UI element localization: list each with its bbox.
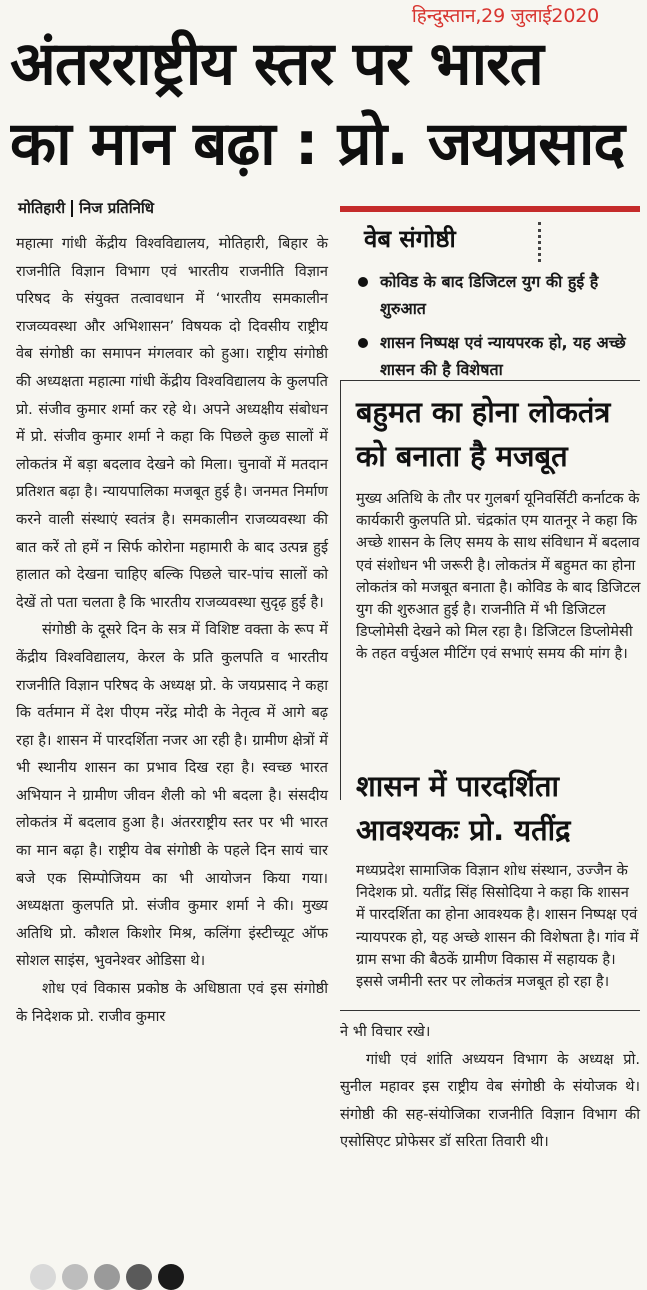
footer-dot [30, 1264, 56, 1290]
paragraph-1: महात्मा गांधी केंद्रीय विश्वविद्यालय, मोतिहारी, बिहार के राजनीति विज्ञान विभाग एवं भारतीय राजनीति विज्ञान परिषद के संयुक्त तत्वावधान में ‘भारतीय समकालीन राजव्यवस्था और अभिशासन’ विषयक दो दिवसीय राष्ट्रीय वेब संगोष्ठी का समापन मंगलवार को हुआ। राष्ट्रीय संगोष्ठी की अध्यक्षता महात्मा गांधी केंद्रीय विश्वविद्यालय के कुलपति प्रो. संजीव कुमार शर्मा कर रहे थे। अपने अध्यक्षीय संबोधन में प्रो. संजीव कुमार शर्मा ने कहा कि पिछले कुछ सालों में लोकतंत्र में बड़ा बदलाव देखने को मिला। चुनावों में मतदान प्रतिशत बढ़ा है। न्यायपालिका मजबूत हुई है। जनमत निर्माण करने वाली संस्थाएं स्वतंत्र है। समकालीन राजव्यवस्था की बात करें तो हमें न सिर्फ कोरोना महामारी के बाद उत्पन्न हुई हालात को देखना चाहिए बल्कि पिछले चार-पांच सालों को देखें तो पता चलता है कि भारतीय राजव्यवस्था सुदृढ़ हुई है। [16, 235, 328, 611]
dateline-place: मोतिहारी [18, 199, 66, 217]
headline-line-1: अंतरराष्ट्रीय स्तर पर भारत [10, 29, 543, 99]
section-body-majority: मुख्य अतिथि के तौर पर गुलबर्ग यूनिवर्सिटी कर्नाटक के कार्यकारी कुलपति प्रो. चंद्रकांत एम यातनूर ने कहा कि अच्छे शासन के लिए समय के साथ संविधान में बदलाव एवं संशोधन भी जरूरी है। लोकतंत्र में बहुमत का होना लोकतंत्र को मजबूत बनाता है। कोविड के बाद डिजिटल युग की शुरुआत हुई है। राजनीति में भी डिजिटल डिप्लोमेसी देखने को मिल रहा है। डिजिटल डिप्लोमेसी के तहत वर्चुअल मीटिंग एवं सभाएं समय की मांग है। [356, 490, 641, 663]
paragraph-3: शोध एवं विकास प्रकोष्ठ के अधिष्ठाता एवं इस संगोष्ठी के निदेशक प्रो. राजीव कुमार [16, 980, 328, 1025]
bullet-item [354, 268, 638, 322]
section-heading-majority: बहुमत का होना लोकतंत्र को बनाता है मजबूत [356, 395, 611, 473]
dateline [18, 198, 154, 218]
footer-dot [62, 1264, 88, 1290]
bullet-text: कोविड के बाद डिजिटल युग की हुई है शुरुआत [380, 272, 599, 318]
section-heading-transparency: शासन में पारदर्शिता आवश्यकः प्रो. यतींद्र [356, 769, 571, 847]
box-accent-bar [340, 206, 640, 212]
headline-line-2: का मान बढ़ा : प्रो. जयप्रसाद [10, 109, 625, 179]
continuation-2: गांधी एवं शांति अध्ययन विभाग के अध्यक्ष प्रो. सुनील महावर इस राष्ट्रीय वेब संगोष्ठी के संयोजक थे। संगोष्ठी की सह-संयोजिका राजनीति विज्ञान विभाग की एसोसिएट प्रोफेसर डॉ सरिता तिवारी थी। [340, 1050, 640, 1151]
bullet-item [354, 329, 638, 383]
box-left-border [340, 380, 341, 800]
dateline-byline: निज प्रतिनिधि [79, 199, 155, 217]
box-divider [340, 380, 640, 381]
dateline-separator [71, 200, 73, 217]
masthead-date: हिन्दुस्तान,29 जुलाई2020 [411, 5, 599, 27]
continuation-1: ने भी विचार रखे। [340, 1023, 431, 1040]
highlight-bullets [354, 268, 638, 390]
bullet-text: शासन निष्पक्ष एवं न्यायपरक हो, यह अच्छे शासन की है विशेषता [380, 333, 626, 379]
footer-dot [126, 1264, 152, 1290]
footer-dot [94, 1264, 120, 1290]
footer-dot [158, 1264, 184, 1290]
article-left-column [16, 230, 328, 1030]
section-body-transparency: मध्यप्रदेश सामाजिक विज्ञान शोध संस्थान, उज्जैन के निदेशक प्रो. यतींद्र सिंह सिसोदिया ने कहा कि शासन में पारदर्शिता का होना आवश्यक है। शासन निष्पक्ष एवं न्यायपरक हो, यह अच्छे शासन की विशेषता है। गांव में ग्राम सभा की बैठकें ग्रामीण विकास में सहायक है। इससे जमीनी स्तर पर लोकतंत्र मजबूत हो रहा है। [356, 862, 639, 991]
bullet-icon [358, 277, 368, 287]
box-title: वेब संगोष्ठी [364, 225, 456, 253]
page-footer-decoration [0, 1262, 647, 1280]
article-right-continuation [340, 1018, 640, 1156]
bullet-icon [358, 338, 368, 348]
box-bottom-divider [340, 1010, 640, 1011]
headline [10, 24, 640, 184]
paragraph-2: संगोष्ठी के दूसरे दिन के सत्र में विशिष्ट वक्ता के रूप में केंद्रीय विश्वविद्यालय, केरल के प्रति कुलपति व भारतीय राजनीति विज्ञान परिषद के अध्यक्ष प्रो. के जयप्रसाद ने कहा कि वर्तमान में देश पीएम नरेंद्र मोदी के नेतृत्व में आगे बढ़ रहा है। शासन में पारदर्शिता नजर आ रही है। ग्रामीण क्षेत्रों में भी स्थानीय शासन का प्रभाव दिख रहा है। स्वच्छ भारत अभियान ने ग्रामीण जीवन शैली को भी बदला है। संसदीय लोकतंत्र में बदलाव हुआ है। अंतरराष्ट्रीय स्तर पर भी भारत का मान बढ़ा है। राष्ट्रीय वेब संगोष्ठी के पहले दिन सायं चार बजे एक सिम्पोजियम का भी आयोजन किया गया। अध्यक्षता कुलपति प्रो. संजीव कुमार शर्मा ने की। मुख्य अतिथि प्रो. कौशल किशोर मिश्र, कलिंगा इंस्टीच्यूट ऑफ सोशल साइंस, भुवनेश्वर ओडिसा थे। [16, 621, 328, 970]
box-dotted-divider [538, 222, 541, 262]
